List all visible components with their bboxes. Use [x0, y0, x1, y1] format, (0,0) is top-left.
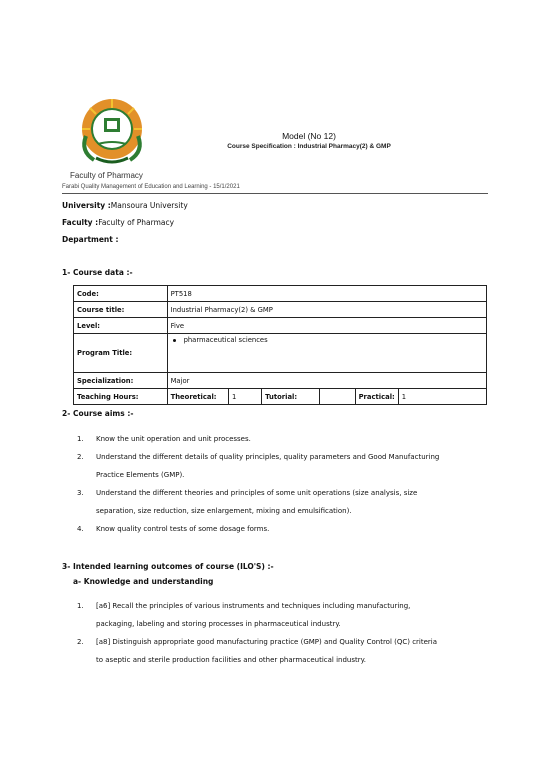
list-item: 2. Understand the different details of quality principles, quality parameters and Good Manufacturing: [77, 453, 440, 461]
cell-label: Program Title:: [74, 334, 168, 373]
course-aims-list: [73, 430, 493, 538]
course-data-heading: 1- Course data :-: [62, 268, 133, 277]
course-data-table: [73, 285, 487, 405]
bullet-icon: [173, 339, 176, 342]
department-label: Department :: [62, 235, 119, 244]
logo-caption: Faculty of Pharmacy: [70, 171, 143, 180]
faculty-label: Faculty :: [62, 218, 99, 227]
cell-label: Specialization:: [74, 373, 168, 389]
faculty-value: Faculty of Pharmacy: [98, 218, 175, 227]
list-item: Practice Elements (GMP).: [96, 471, 185, 479]
tutorial-value: [319, 389, 355, 405]
model-title: Model (No 12): [282, 131, 336, 141]
course-aims-heading: 2- Course aims :-: [62, 409, 134, 418]
cell-value: Major: [167, 373, 486, 389]
farabi-line: Farabi Quality Management of Education and Learning - 15/1/2021: [62, 184, 240, 190]
bullet-item: [171, 334, 483, 344]
faculty-line: [62, 218, 174, 227]
table-row: [74, 334, 487, 373]
ilo-heading: 3- Intended learning outcomes of course (ILO'S) :-: [62, 562, 274, 571]
cell-value: Five: [167, 318, 486, 334]
cell-value: Industrial Pharmacy(2) & GMP: [167, 302, 486, 318]
theoretical-value: 1: [229, 389, 262, 405]
cell-value: PT518: [167, 286, 486, 302]
department-line: [62, 235, 118, 244]
university-label: University :: [62, 201, 111, 210]
list-item: 4. Know quality control tests of some dosage forms.: [77, 525, 270, 533]
list-item: to aseptic and sterile production facilities and other pharmaceutical industry.: [96, 656, 367, 664]
cell-label: Level:: [74, 318, 168, 334]
university-line: [62, 201, 188, 210]
program-title-value: pharmaceutical sciences: [183, 336, 268, 344]
cell-label: Teaching Hours:: [74, 389, 168, 405]
model-subtitle: Course Specification : Industrial Pharmacy(2) & GMP: [227, 143, 391, 150]
list-item: 2. [a8] Distinguish appropriate good manufacturing practice (GMP) and Quality Control (QC) criteria: [77, 638, 438, 646]
list-item: 1. Know the unit operation and unit processes.: [77, 435, 251, 443]
theoretical-label: Theoretical:: [167, 389, 228, 405]
list-item: 1. [a6] Recall the principles of various instruments and techniques including manufacturing,: [77, 602, 411, 610]
cell-label: Code:: [74, 286, 168, 302]
table-row: [74, 389, 487, 405]
list-item: packaging, labeling and storing processes in pharmaceutical industry.: [96, 620, 341, 628]
cell-value: [167, 334, 486, 373]
table-row: [74, 318, 487, 334]
tutorial-label: Tutorial:: [262, 389, 320, 405]
table-row: [74, 286, 487, 302]
list-item: 3. Understand the different theories and principles of some unit operations (size analysis, size: [77, 489, 418, 497]
header-divider: [62, 193, 488, 194]
table-row: [74, 302, 487, 318]
university-value: Mansoura University: [110, 201, 188, 210]
knowledge-subheading: a- Knowledge and understanding: [73, 577, 214, 586]
ilo-list: [73, 597, 493, 669]
cell-label: Course title:: [74, 302, 168, 318]
table-row: [74, 373, 487, 389]
list-item: separation, size reduction, size enlargement, mixing and emulsification).: [96, 507, 352, 515]
practical-label: Practical:: [355, 389, 398, 405]
practical-value: 1: [398, 389, 486, 405]
